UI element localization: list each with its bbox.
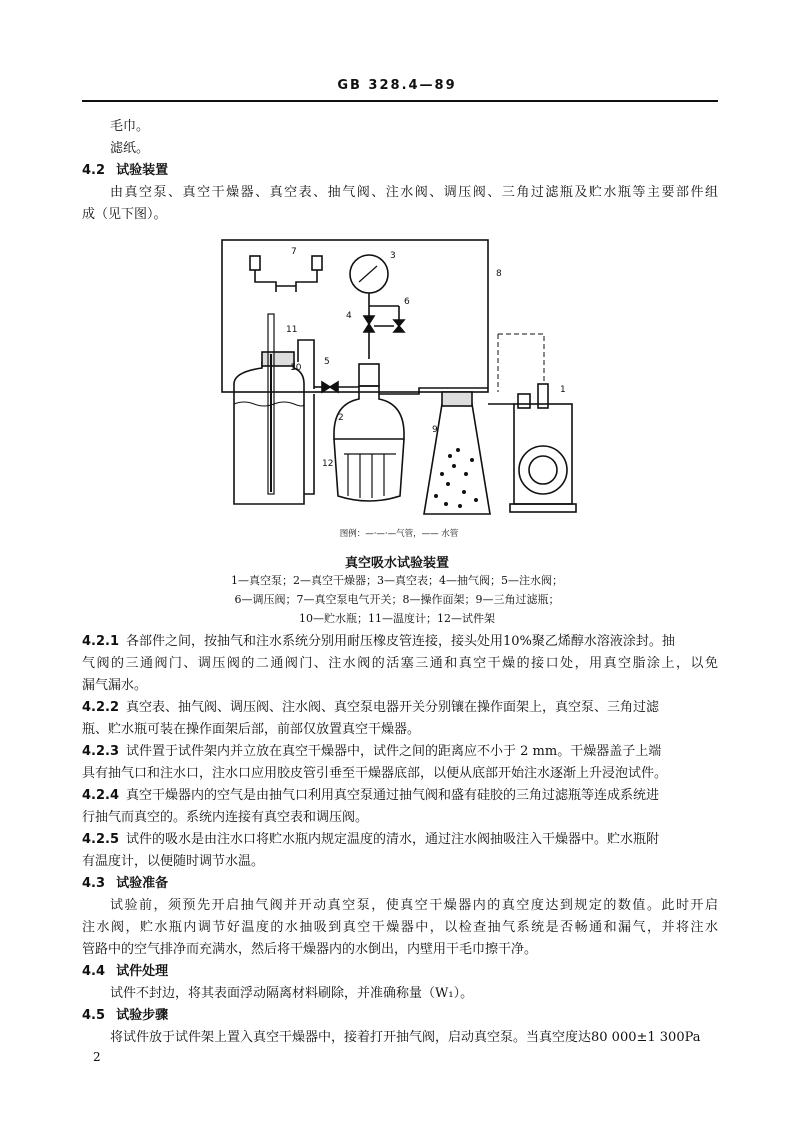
label-11: 11 xyxy=(286,325,298,335)
paragraph-line: 试件置于试件架内并立放在真空干燥器中，试件之间的距离应不小于 2 mm。干燥器盖子上端 xyxy=(126,744,662,759)
water-reservoir xyxy=(234,362,304,504)
section-title: 试件处理 xyxy=(116,964,169,979)
section-number: 4.3 xyxy=(82,876,106,891)
pump-switch-left xyxy=(250,256,260,270)
clause-4-2-5 xyxy=(82,830,718,849)
pump-power-line xyxy=(498,334,544,384)
paragraph-line: 管路中的空气排净而充满水，然后将干燥器内的水倒出，内壁用干毛巾擦干净。 xyxy=(82,942,538,957)
item-filter-paper: 滤纸。 xyxy=(110,141,150,156)
paragraph-line: 试验前，须预先开启抽气阀并开动真空泵，使真空干燥器内的真空度达到规定的数值。此时开启 xyxy=(110,898,718,913)
clause-number: 4.2.4 xyxy=(82,788,120,803)
paragraph-line: 成（见下图）。 xyxy=(82,207,167,222)
paragraph-line: 试件的吸水是由注水口将贮水瓶内规定温度的清水，通过注水阀抽吸注入干燥器中。贮水瓶附 xyxy=(126,832,660,847)
suction-valve xyxy=(364,316,374,332)
label-8: 8 xyxy=(496,269,502,279)
label-1: 1 xyxy=(560,385,566,395)
item-towel: 毛巾。 xyxy=(110,119,150,134)
water-inlet-valve xyxy=(322,382,338,392)
silica-gel xyxy=(434,448,478,508)
page-number: 2 xyxy=(93,1050,101,1064)
regulating-valve xyxy=(394,320,404,332)
section-number: 4.4 xyxy=(82,964,106,979)
pump-base xyxy=(510,504,576,512)
section-4-5-heading xyxy=(82,1006,718,1025)
section-4-4-heading xyxy=(82,962,718,981)
section-4-2-heading xyxy=(82,161,718,180)
section-4-3-heading xyxy=(82,874,718,893)
triangular-filter-flask xyxy=(424,404,490,514)
paragraph-line: 有温度计，以便随时调节水温。 xyxy=(82,854,265,869)
standard-number-header: GB 328.4—89 xyxy=(337,78,457,93)
desiccator-neck xyxy=(359,364,379,386)
vacuum-gauge xyxy=(350,255,388,293)
flask-stopper xyxy=(442,392,472,406)
vacuum-pump-housing xyxy=(514,404,572,504)
paragraph-line: 真空干燥器内的空气是由抽气口利用真空泵通过抽气阀和盛有硅胶的三角过滤瓶等连成系统进 xyxy=(126,788,660,803)
switch-wiring xyxy=(255,270,317,292)
figure-caption: 真空吸水试验装置 xyxy=(344,556,449,571)
pump-switch-right xyxy=(312,256,322,270)
paragraph-line: 行抽气而真空的。系统内连接有真空表和调压阀。 xyxy=(82,810,369,825)
label-9: 9 xyxy=(432,425,438,435)
clause-number: 4.2.2 xyxy=(82,700,120,715)
paragraph-line: 试件不封边，将其表面浮动隔离材料刷除，并准确称量（W₁）。 xyxy=(110,986,474,1001)
gauge-needle xyxy=(359,266,377,282)
paragraph-line: 注水阀，贮水瓶内调节好温度的水抽吸到真空干燥器中，以检查抽气系统是否畅通和漏气，并将注水 xyxy=(82,920,718,935)
header-rule xyxy=(82,100,718,102)
label-4: 4 xyxy=(346,311,352,321)
label-12: 12 xyxy=(322,459,334,469)
label-7: 7 xyxy=(291,247,297,257)
clause-number: 4.2.1 xyxy=(82,634,120,649)
label-10: 10 xyxy=(290,363,302,373)
paragraph-line: 漏气漏水。 xyxy=(82,678,148,693)
paragraph-line: 真空表、抽气阀、调压阀、注水阀、真空泵电器开关分别镶在操作面架上，真空泵、三角过滤 xyxy=(126,700,660,715)
pump-cylinder-left xyxy=(518,394,530,408)
reservoir-bottom-pipe xyxy=(304,394,314,494)
paragraph-line: 将试件放于试件架上置入真空干燥器中，接着打开抽气阀，启动真空泵。当真空度达80 000±1 300Pa xyxy=(110,1030,701,1045)
label-2: 2 xyxy=(338,413,344,423)
paragraph-line: 具有抽气口和注水口，注水口应用胶皮管引垂至干燥器底部，以便从底部开始注水逐渐上升浸泡试件。 xyxy=(82,766,668,781)
section-number: 4.5 xyxy=(82,1008,106,1023)
section-title: 试验装置 xyxy=(116,163,169,178)
clause-4-2-1 xyxy=(82,632,718,651)
clause-number: 4.2.5 xyxy=(82,832,120,847)
vacuum-desiccator-body xyxy=(334,439,404,501)
paragraph-line: 瓶、贮水瓶可装在操作面架后部，前部仅放置真空干燥器。 xyxy=(82,722,421,737)
section-title: 试验步骤 xyxy=(116,1008,169,1023)
water-level xyxy=(234,402,304,406)
section-number: 4.2 xyxy=(82,163,106,178)
legend-line: 10—贮水瓶；11—温度计；12—试件架 xyxy=(299,612,495,625)
pump-fan-hub xyxy=(529,456,557,484)
apparatus-diagram xyxy=(214,234,584,548)
legend-line: 6—调压阀；7—真空泵电气开关；8—操作面架；9—三角过滤瓶； xyxy=(234,593,560,606)
clause-number: 4.2.3 xyxy=(82,744,120,759)
operating-frame xyxy=(222,240,488,392)
paragraph-line: 由真空泵、真空干燥器、真空表、抽气阀、注水阀、调压阀、三角过滤瓶及贮水瓶等主要部件组 xyxy=(110,185,718,200)
clause-4-2-4 xyxy=(82,786,718,805)
clause-4-2-2 xyxy=(82,698,718,717)
section-title: 试验准备 xyxy=(116,876,169,891)
paragraph-line: 气阀的三通阀门、调压阀的二通阀门、注水阀的活塞三通和真空干燥的接口处，用真空脂涂上，以免 xyxy=(82,656,718,671)
pump-fan xyxy=(519,446,567,494)
paragraph-line: 各部件之间，按抽气和注水系统分别用耐压橡皮管连接，接头处用10%聚乙烯醇水溶液涂封。抽 xyxy=(126,634,675,649)
label-6: 6 xyxy=(404,297,410,307)
clause-4-2-3 xyxy=(82,742,718,761)
figure-legend: 图例：—·—·—气管，—— 水管 xyxy=(339,529,459,539)
legend-line: 1—真空泵；2—真空干燥器；3—真空表；4—抽气阀；5—注水阀； xyxy=(231,574,563,587)
label-5: 5 xyxy=(324,357,330,367)
label-3: 3 xyxy=(390,251,396,261)
specimen-rack xyxy=(344,454,396,498)
